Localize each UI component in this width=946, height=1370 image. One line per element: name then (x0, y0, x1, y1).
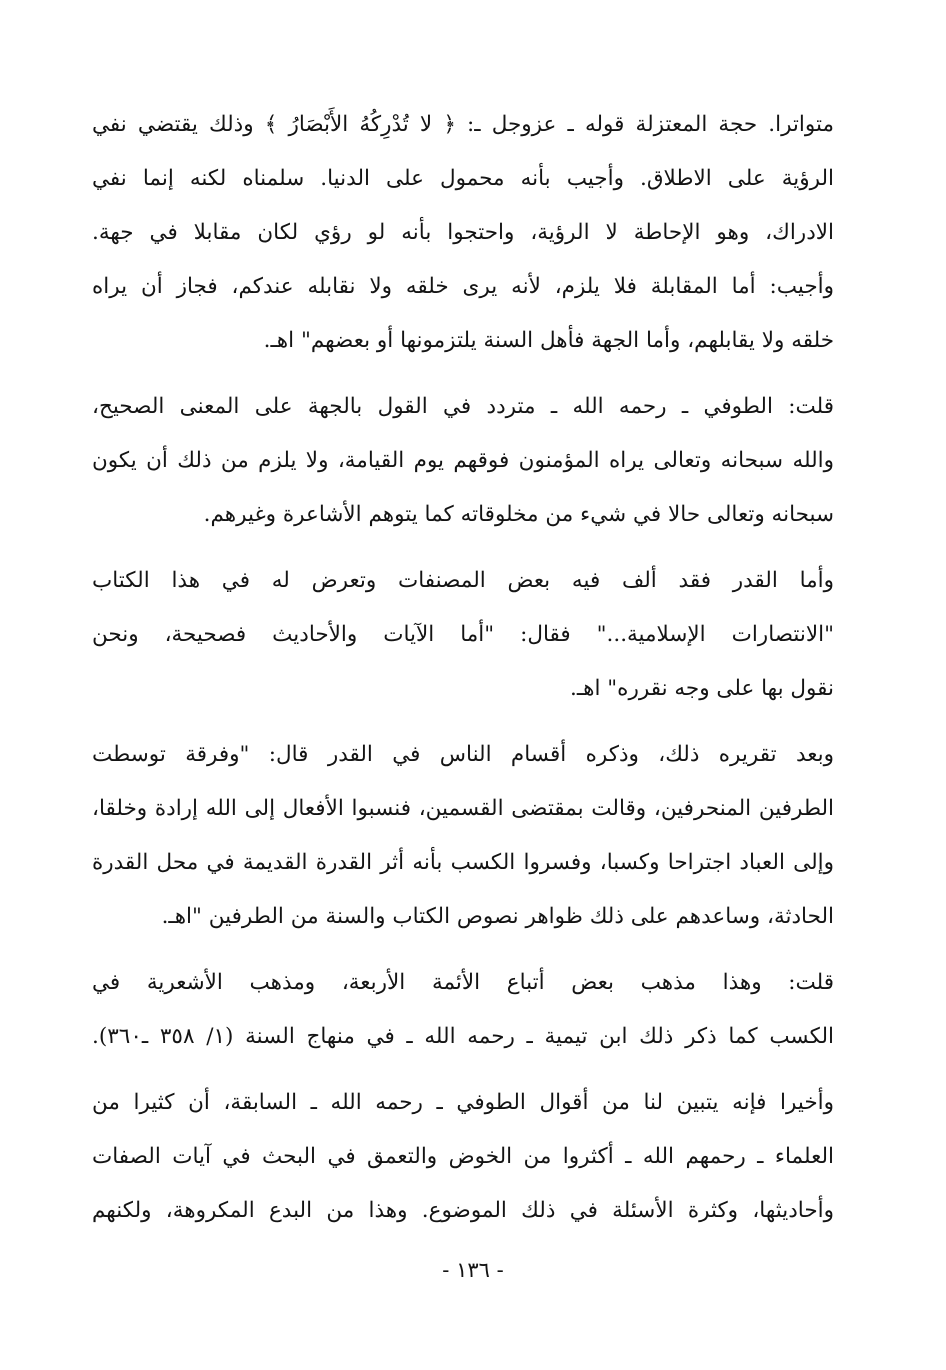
text-line: وأحاديثها، وكثرة الأسئلة في ذلك الموضوع. وهذا من البدع المكروهة، ولكنهم (92, 1198, 834, 1223)
text-line: قلت: وهذا مذهب بعض أتباع الأئمة الأربعة، ومذهب الأشعرية في (92, 970, 834, 995)
text-line: وأخيرا فإنه يتبين لنا من أقوال الطوفي ـ رحمه الله ـ السابقة، أن كثيرا من (92, 1090, 834, 1115)
text-line: الادراك، وهو الإحاطة لا الرؤية، واحتجوا بأنه لو رؤي لكان مقابلا في جهة. (92, 220, 834, 245)
text-line: وأما القدر فقد ألف فيه بعض المصنفات وتعرض له في هذا الكتاب (92, 568, 834, 593)
text-line: وإلى العباد اجتراحا وكسبا، وفسروا الكسب بأنه أثر القدرة القديمة في محل القدرة (92, 850, 834, 875)
text-line: الطرفين المنحرفين، وقالت بمقتضى القسمين، فنسبوا الأفعال إلى الله إرادة وخلقا، (92, 796, 834, 821)
text-line: متواترا. حجة المعتزلة قوله ـ عزوجل ـ: ﴿ لا تُدْرِكُهُ الأَبْصَارُ ﴾ وذلك يقتضي نفي (92, 112, 834, 137)
paragraph (92, 728, 834, 944)
text-line: الكسب كما ذكر ذلك ابن تيمية ـ رحمه الله ـ في منهاج السنة (١/ ٣٥٨ ـ٣٦٠). (92, 1024, 834, 1049)
paragraph (92, 1076, 834, 1238)
paragraph (92, 554, 834, 716)
text-line: خلقه ولا يقابلهم، وأما الجهة فأهل السنة يلتزمونها أو بعضهم" اهـ. (263, 328, 834, 353)
paragraph (92, 98, 834, 368)
text-line: "الانتصارات الإسلامية..." فقال: "أما الآيات والأحاديث فصحيحة، ونحن (92, 622, 834, 647)
text-line: قلت: الطوفي ـ رحمه الله ـ متردد في القول بالجهة على المعنى الصحيح، (92, 394, 834, 419)
text-line: نقول بها على وجه نقرره" اهـ. (570, 676, 834, 701)
page-body (92, 98, 834, 1250)
text-line: الحادثة، وساعدهم على ذلك ظواهر نصوص الكتاب والسنة من الطرفين "اهـ. (161, 904, 834, 929)
text-line: وأجيب: أما المقابلة فلا يلزم، لأنه يرى خلقه ولا نقابله عندكم، فجاز أن يراه (92, 274, 834, 299)
text-line: العلماء ـ رحمهم الله ـ أكثروا من الخوض والتعمق في البحث في آيات الصفات (92, 1144, 834, 1169)
page-number: - ١٣٦ - (442, 1258, 504, 1282)
paragraph (92, 956, 834, 1064)
text-line: والله سبحانه وتعالى يراه المؤمنون فوقهم يوم القيامة، ولا يلزم من ذلك أن يكون (92, 448, 834, 473)
text-line: سبحانه وتعالى حالا في شيء من مخلوقاته كما يتوهم الأشاعرة وغيرهم. (203, 502, 834, 527)
text-line: وبعد تقريره ذلك، وذكره أقسام الناس في القدر قال: "وفرقة توسطت (92, 742, 834, 767)
text-line: الرؤية على الاطلاق. وأجيب بأنه محمول على الدنيا. سلمناه لكنه إنما نفي (92, 166, 834, 191)
paragraph (92, 380, 834, 542)
